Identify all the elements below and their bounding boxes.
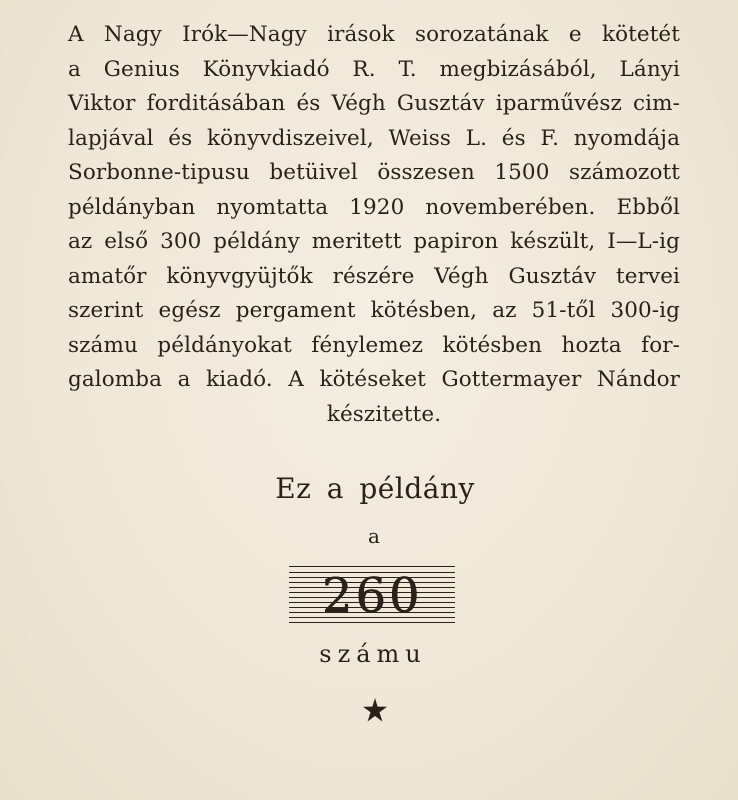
copy-number-box — [289, 566, 455, 626]
edition-connector: a — [368, 524, 380, 548]
colophon-line: Viktor forditásában és Végh Gusztáv iparművész cim- — [68, 91, 680, 116]
colophon-line: lapjával és könyvdiszeivel, Weiss L. és F. nyomdája — [68, 125, 680, 151]
colophon-text — [68, 18, 680, 432]
colophon-line-final: készitette. — [326, 401, 442, 427]
colophon-line: galomba a kiadó. A kötéseket Gottermayer Nándor — [68, 367, 680, 392]
number-rule — [289, 566, 455, 567]
colophon-line: szerint egész pergament kötésben, az 51-től 300-ig — [68, 298, 680, 323]
star-ornament-icon — [362, 697, 388, 723]
colophon-line: a Genius Könyvkiadó R. T. megbizásából, Lányi — [68, 56, 680, 82]
colophon-line: Sorbonne-tipusu betüivel összesen 1500 számozott — [68, 160, 680, 185]
colophon-line: A Nagy Irók—Nagy irások sorozatának e kötetét — [68, 22, 680, 47]
colophon-line: amatőr könyvgyüjtők részére Végh Gusztáv tervei — [68, 263, 680, 289]
colophon-line: példányban nyomtatta 1920 novemberében. Ebből — [68, 194, 680, 220]
copy-number: 260 — [321, 568, 423, 624]
edition-suffix: számu — [319, 640, 427, 668]
colophon-line: az első 300 példány meritett papiron készült, I—L-ig — [68, 229, 680, 254]
edition-heading: Ez a példány — [275, 472, 475, 505]
colophon-line: számu példányokat fénylemez kötésben hozta for- — [68, 332, 680, 358]
